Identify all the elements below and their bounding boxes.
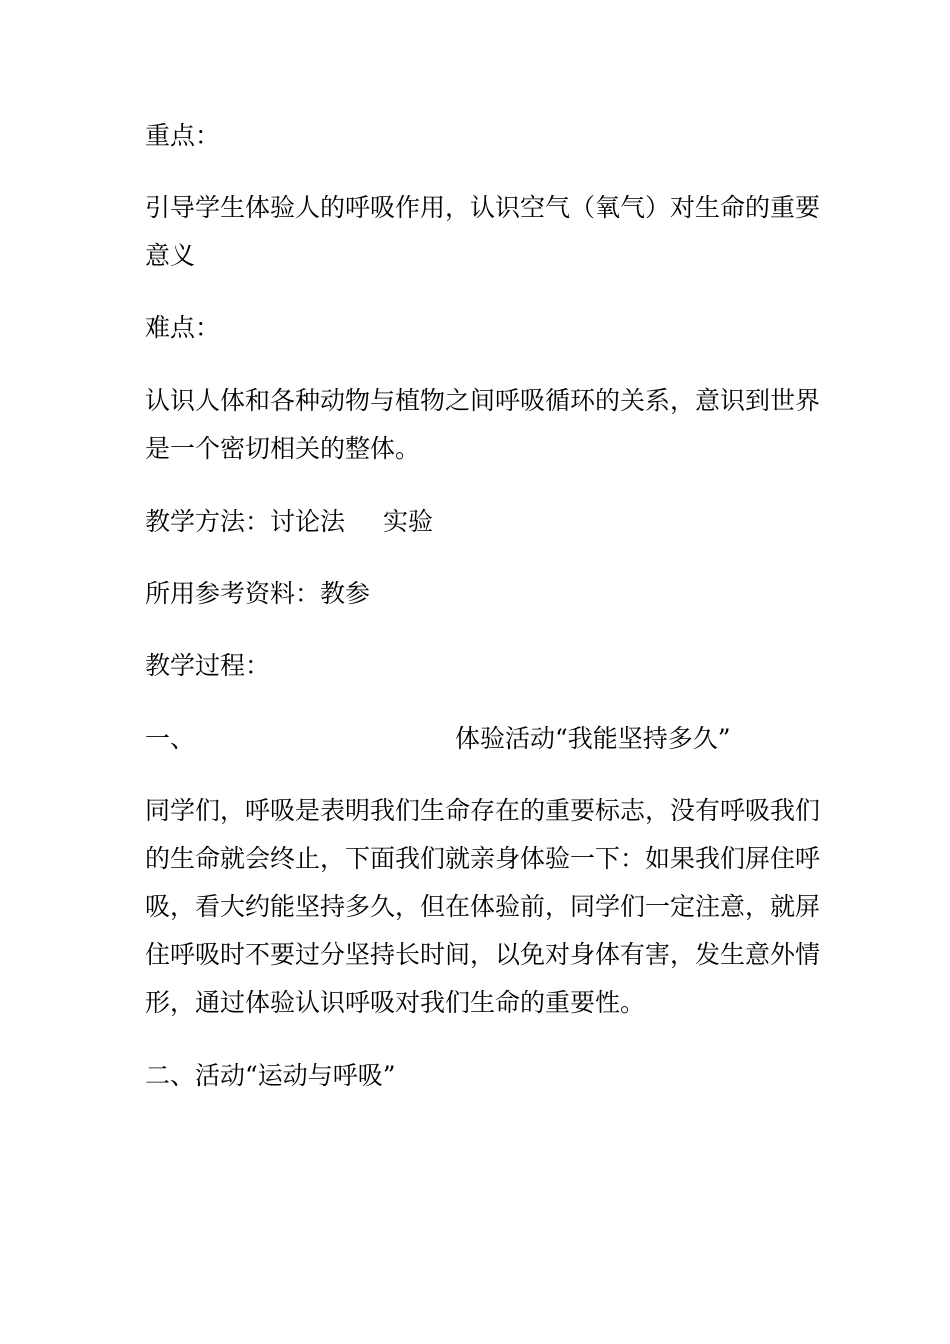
section-1-line-1: 同学们，呼吸是表明我们生命存在的重要标志，没有呼吸我们: [145, 796, 821, 825]
section-2-heading: 二、活动“运动与呼吸”: [145, 1061, 396, 1090]
section-1-line-5: 形，通过体验认识呼吸对我们生命的重要性。: [145, 988, 646, 1017]
teaching-method-extra: 实验: [383, 507, 434, 536]
section-1-number: 一、: [145, 724, 196, 753]
section-1-line-4: 住呼吸时不要过分坚持长时间，以免对身体有害，发生意外情: [145, 940, 821, 969]
section-1-line-3: 吸，看大约能坚持多久，但在体验前，同学们一定注意，就屏: [145, 892, 821, 921]
teaching-method-label: 教学方法：讨论法: [145, 507, 346, 536]
teaching-method: [145, 498, 433, 546]
section-1-line-2: 的生命就会终止，下面我们就亲身体验一下：如果我们屏住呼: [145, 844, 821, 873]
difficulty-text-line-2: 是一个密切相关的整体。: [145, 434, 421, 463]
key-point-label: 重点：: [145, 121, 221, 150]
key-point-text-line-2: 意义: [145, 241, 196, 270]
section-1-title: 体验活动“我能坚持多久”: [455, 724, 731, 753]
teaching-process-label: 教学过程：: [145, 651, 271, 680]
difficulty-text-line-1: 认识人体和各种动物与植物之间呼吸循环的关系，意识到世界: [145, 386, 821, 415]
key-point-text-line-1: 引导学生体验人的呼吸作用，认识空气（氧气）对生命的重要: [145, 193, 821, 222]
difficulty-label: 难点：: [145, 313, 221, 342]
reference-material: 所用参考资料：教参: [145, 579, 371, 608]
